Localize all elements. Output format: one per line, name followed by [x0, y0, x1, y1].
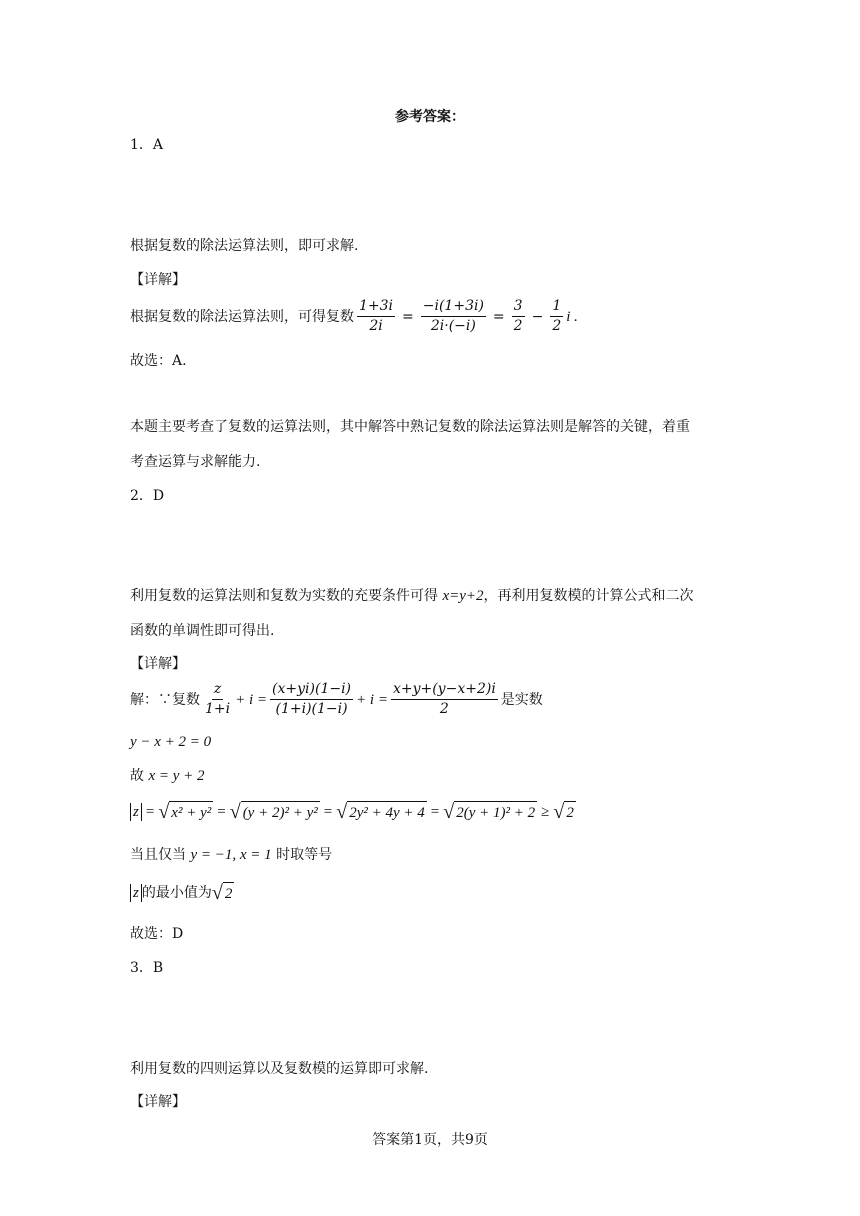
page-title: 参考答案： — [395, 109, 465, 125]
q3-answer: 3．B — [130, 960, 164, 976]
q2-equality-condition: 当且仅当 y = −1, x = 1 时取等号 — [130, 847, 333, 863]
q1-choice: 故选：A. — [130, 353, 187, 369]
q2-equation-2: 故 x = y + 2 — [130, 768, 205, 784]
q2-fraction-1: $\frac{z}{1+i}$ — [205, 681, 231, 717]
q2-fraction-2: $\frac{(x+yi)(1-i)}{(1+i)(1-i)}$ — [272, 681, 352, 717]
q1-detail-prefix: 根据复数的除法运算法则，可得复数 — [130, 308, 354, 325]
q1-comment-line-2: 考查运算与求解能力. — [130, 454, 261, 470]
q2-answer: 2．D — [130, 488, 165, 504]
q1-fraction-4: $\frac{1}{2}$ — [552, 298, 562, 334]
q1-fraction-1: $\frac{1+3i}{2i}$ — [359, 298, 394, 334]
q1-answer: 1．A — [130, 137, 164, 153]
q1-detail-formula: 根据复数的除法运算法则，可得复数 $\frac{1+3i}{2i}$ = $\frac{-i(1+3i)}{2i\cdot(-i)}$ = $\frac{3}{2}$ − $\frac{1}{2}$ i . — [130, 298, 578, 334]
q2-choice: 故选：D — [130, 926, 184, 942]
q2-analysis-line-2: 函数的单调性即可得出. — [130, 623, 275, 639]
q1-fraction-3: $\frac{3}{2}$ — [513, 298, 523, 334]
q2-solution-line: 解：∵复数 $\frac{z}{1+i}$ + i = $\frac{(x+yi)(1-i)}{(1+i)(1-i)}$ + i = $\frac{x+y+(y-x+2)i}{2}$ 是实数 — [130, 681, 543, 717]
q3-analysis: 利用复数的四则运算以及复数模的运算即可求解. — [130, 1061, 429, 1077]
q2-equation-1: y − x + 2 = 0 — [130, 734, 212, 750]
q2-fraction-3: $\frac{x+y+(y-x+2)i}{2}$ — [392, 681, 496, 717]
q2-detail-heading: 【详解】 — [130, 656, 186, 672]
page-footer: 答案第1页，共9页 — [372, 1132, 488, 1148]
q3-detail-heading: 【详解】 — [130, 1094, 186, 1110]
q1-tail: i . — [566, 308, 578, 325]
q2-modulus-chain: z = √ x² + y² = √ (y + 2)² + y² = √ 2y² + 4y + 4 = √ 2(y + 1)² + 2 ≥ √ 2 — [130, 801, 576, 823]
q2-minimum: z 的最小值为 √ 2 — [130, 882, 234, 904]
q1-analysis: 根据复数的除法运算法则，即可求解. — [130, 238, 359, 254]
q1-detail-heading: 【详解】 — [130, 272, 186, 288]
q1-fraction-2: $\frac{-i(1+3i)}{2i\cdot(-i)}$ — [422, 298, 484, 334]
q2-analysis-line-1: 利用复数的运算法则和复数为实数的充要条件可得 x=y+2，再利用复数模的计算公式和二次 — [130, 588, 694, 604]
q1-comment-line-1: 本题主要考查了复数的运算法则，其中解答中熟记复数的除法运算法则是解答的关键，着重 — [130, 419, 690, 435]
